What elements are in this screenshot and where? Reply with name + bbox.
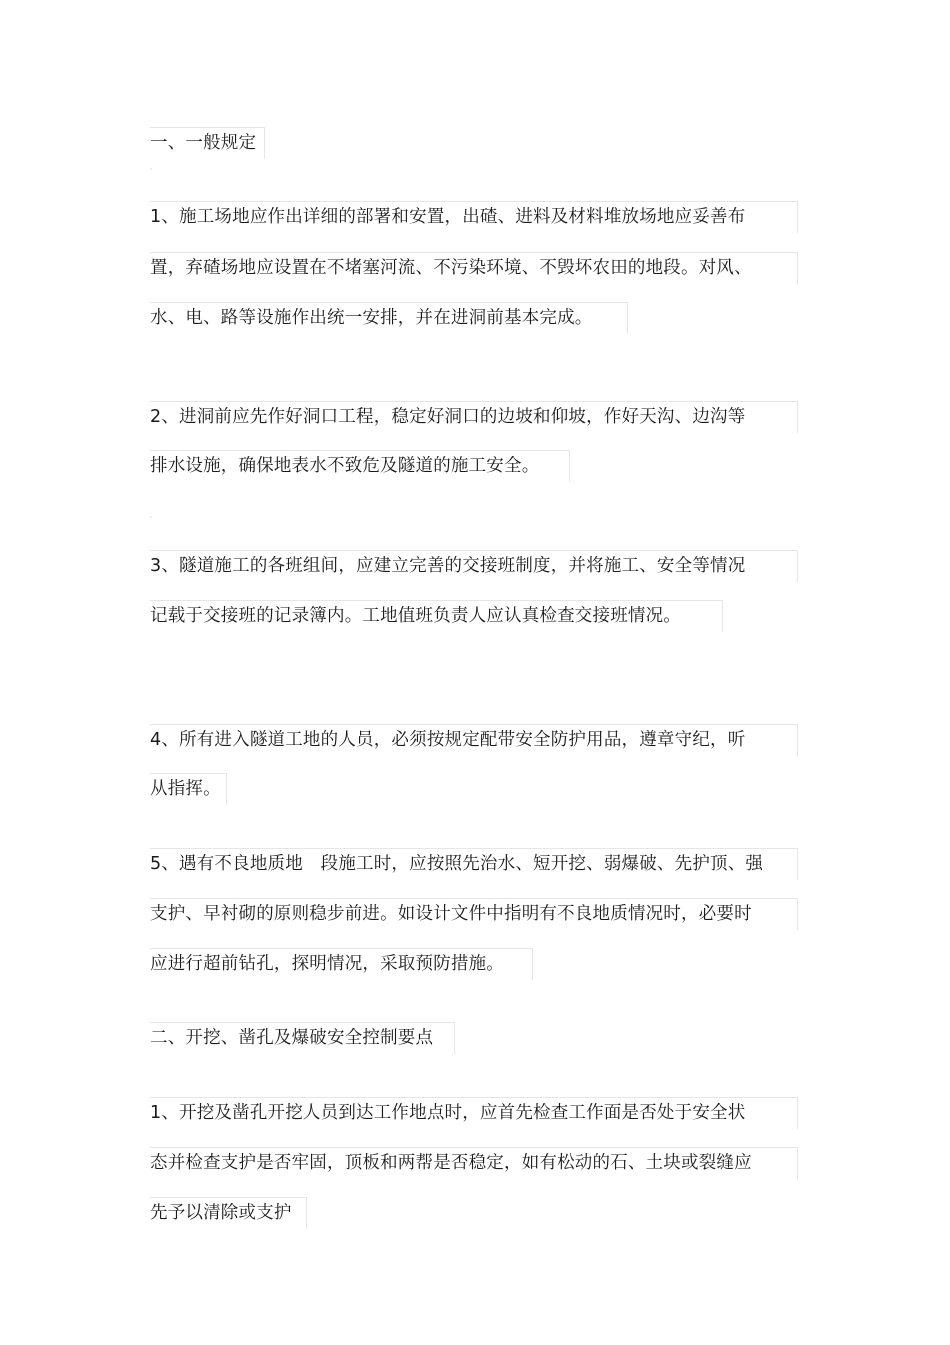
paragraph-5-line-3: 应进行超前钻孔，探明情况，采取预防措施。 [150,954,504,974]
paragraph-2-line-1: 2、进洞前应先作好洞口工程，稳定好洞口的边坡和仰坡，作好天沟、边沟等 [150,407,746,427]
paragraph-1-line-2: 置，弃碴场地应设置在不堵塞河流、不污染环境、不毁坏农田的地段。对风、 [150,258,752,278]
section-heading-1: 一、一般规定 [150,133,257,153]
paragraph-4-line-1: 4、所有进入隧道工地的人员，必须按规定配带安全防护用品，遵章守纪，听 [150,730,746,750]
scan-speck [150,516,152,518]
paragraph-5-line-1: 5、遇有不良地质地 段施工时，应按照先治水、短开挖、弱爆破、先护顶、强 [150,854,764,874]
section-2-paragraph-1-line-3: 先予以清除或支护 [150,1203,292,1223]
paragraph-1-line-3: 水、电、路等设施作出统一安排，并在进洞前基本完成。 [150,308,593,328]
paragraph-1-line-1: 1、施工场地应作出详细的部署和安置，出碴、进料及材料堆放场地应妥善布 [150,207,746,227]
paragraph-3-line-2: 记载于交接班的记录簿内。工地值班负责人应认真检查交接班情况。 [150,606,681,626]
paragraph-5-line-2: 支护、早衬砌的原则稳步前进。如设计文件中指明有不良地质情况时，必要时 [150,904,752,924]
section-2-paragraph-1-line-1: 1、开挖及凿孔开挖人员到达工作地点时，应首先检查工作面是否处于安全状 [150,1103,746,1123]
paragraph-3-line-1: 3、隧道施工的各班组间，应建立完善的交接班制度，并将施工、安全等情况 [150,556,746,576]
paragraph-4-line-2: 从指挥。 [150,779,221,799]
section-heading-2: 二、开挖、凿孔及爆破安全控制要点 [150,1028,434,1048]
scan-speck [150,168,152,170]
paragraph-2-line-2: 排水设施，确保地表水不致危及隧道的施工安全。 [150,456,540,476]
section-2-paragraph-1-line-2: 态并检查支护是否牢固，顶板和两帮是否稳定，如有松动的石、土块或裂缝应 [150,1153,752,1173]
